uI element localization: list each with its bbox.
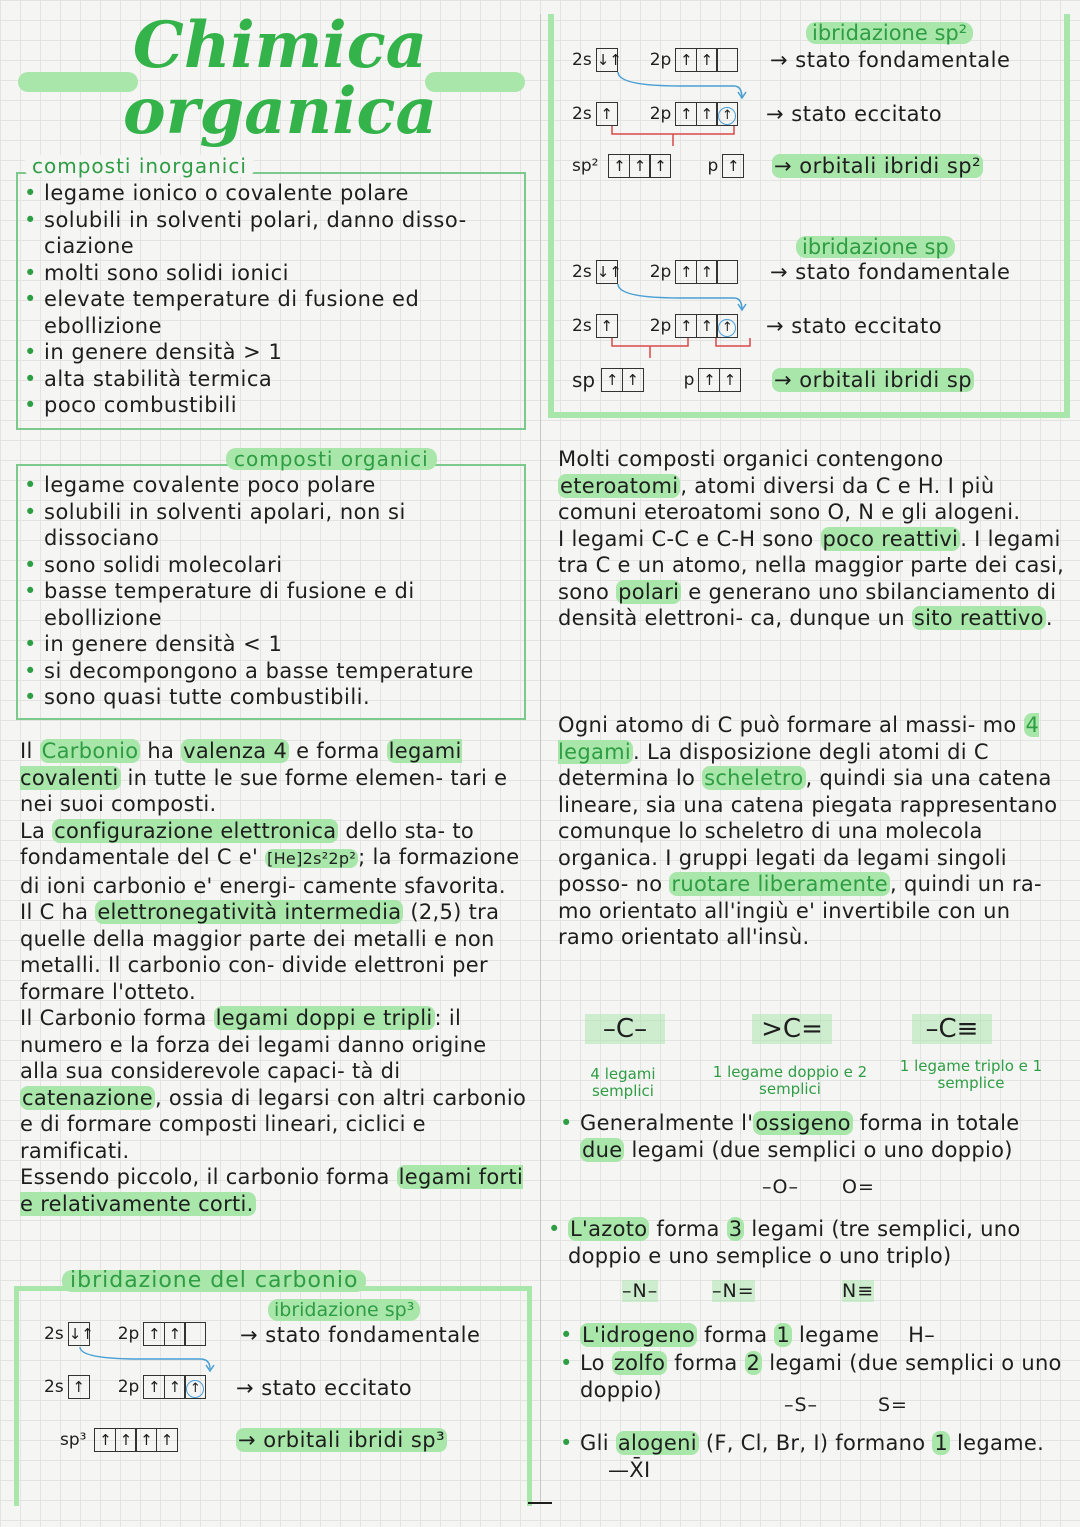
list-item: • elevate temperature di fusione ed ebollizione (44, 286, 524, 339)
sp-excited-row: 2s ↑ 2p ↑ ↑ ↑ (572, 314, 738, 338)
hl-4-legami: 4 legami (558, 713, 1040, 764)
orbital-box: ↑ (143, 1375, 165, 1399)
orbital-box: ↑ (722, 154, 744, 178)
orbital-box: ↑ (601, 368, 623, 392)
sulfur-formula-double: S= (878, 1394, 908, 1416)
list-item: • basse temperature di fusione e di ebollizione (44, 578, 524, 631)
orbital-box: ↑ (596, 102, 618, 126)
orbital-box: ↑ (649, 154, 671, 178)
orbital-box-promoted: ↑ (716, 314, 738, 338)
orbital-box: ↑ (675, 102, 697, 126)
hl-legami-forti: legami forti e relativamente corti. (20, 1165, 524, 1216)
inorganic-heading: composti inorganici (24, 155, 255, 177)
orbital-box (716, 260, 738, 284)
inorganic-box (16, 172, 526, 430)
hl-zolfo: zolfo (613, 1351, 666, 1375)
oxygen-formula-single: –O– (762, 1176, 799, 1198)
sp2-promotion-arrow (600, 70, 760, 100)
sulfur-formula-single: –S– (784, 1394, 819, 1416)
organic-list (18, 472, 524, 711)
list-item: • alta stabilità termica (44, 366, 524, 393)
orbital-box: ↑ (608, 154, 630, 178)
list-item: • solubili in solventi apolari, non si dissociano (44, 499, 524, 552)
structure-triple-caption: 1 legame triplo e 1 semplice (899, 1057, 1043, 1092)
orbital-box: ↑ (156, 1428, 178, 1452)
list-item: • poco combustibili (44, 392, 524, 419)
sp-ground-label: → stato fondamentale (770, 260, 1011, 284)
hybrid-heading: ibridazione del carbonio (62, 1270, 366, 1292)
structure-triple: –C≡ (912, 1014, 992, 1044)
orbital-box: ↑ (675, 48, 697, 72)
list-item: • in genere densità > 1 (44, 339, 524, 366)
sp3-hybrid-row: sp³ ↑ ↑ ↑ ↑ (60, 1428, 178, 1452)
orbital-box: ↑ (68, 1375, 90, 1399)
hl-legami-covalenti: legami covalenti (20, 739, 462, 790)
orbital-box: ↑ (696, 48, 718, 72)
carbon-paragraph: Il Carbonio ha valenza 4 e forma legami covalenti in tutte le sue forme elemen- tari e nei suoi composti. La configurazione elettronica dello sta- to fondamentale del C e' [He]2s²2p²; la formazione di ioni carbonio e' energi- camente sfavorita. Il C ha elettronegatività intermedia (2,5) tra quelle della maggior parte dei metalli e non metalli. Il carbonio con- divide elettroni per formare l'otteto. Il Carbonio forma legami doppi e tripli: il numero e la forza dei legami danno origine alla sua considerevole capaci- tà di catenazione, ossia di legarsi con altri carbonio e di formare composti lineari, ciclici e ramificati. Essendo piccolo, il carbonio forma legami forti e relativamente corti. (20, 739, 527, 1216)
orbital-box: ↑ (622, 368, 644, 392)
sp-orbitals-label: → orbitali ibridi sp (774, 368, 973, 392)
nitrogen-item: • L'azoto forma 3 legami (tre semplici, uno doppio e uno semplice o uno triplo) (548, 1217, 1021, 1268)
hl-scheletro: scheletro (704, 766, 804, 790)
sp2-orbitals-label: → orbitali ibridi sp² (774, 154, 982, 178)
bottom-mark (528, 1502, 552, 1504)
hl-polari: polari (618, 579, 680, 604)
list-item: • si decompongono a basse temperature (44, 658, 524, 685)
orbital-box: ↑ (164, 1322, 186, 1346)
hl-eteroatomi: eteroatomi (560, 473, 679, 498)
hl-alogeni: alogeni (617, 1431, 697, 1455)
oxygen-item: • Generalmente l'ossigeno forma in totale due legami (due semplici o uno doppio) (560, 1111, 1020, 1162)
list-item: • molti sono solidi ionici (44, 260, 524, 287)
orbital-box: ↑ (143, 1322, 165, 1346)
list-item: • legame ionico o covalente polare (44, 180, 524, 207)
orbital-box (716, 48, 738, 72)
sp3-promotion-arrow (60, 1345, 220, 1375)
sp2-ground-label: → stato fondamentale (770, 48, 1011, 72)
sp3-ground-label: → stato fondamentale (240, 1323, 481, 1347)
orbital-box: ↑ (675, 260, 697, 284)
hl-configurazione: configurazione elettronica (54, 818, 337, 843)
sp2-ground-row: 2s ↓↑ 2p ↑ ↑ (572, 48, 738, 72)
hl-catenazione: catenazione (22, 1085, 153, 1110)
orbital-box: ↑ (675, 314, 697, 338)
list-item: • legame covalente poco polare (44, 472, 524, 499)
orbital-box: ↑ (696, 260, 718, 284)
sp2-hybrid-row: sp² ↑ ↑ ↑ p ↑ (572, 154, 744, 178)
orbital-box: ↓↑ (596, 260, 618, 284)
orbital-box-promoted: ↑ (184, 1375, 206, 1399)
orbital-box: ↑ (135, 1428, 157, 1452)
hl-poco-reattivi: poco reattivi (822, 526, 959, 551)
structure-double: >C= (752, 1014, 832, 1044)
organic-heading: composti organici (226, 448, 437, 470)
list-item: • sono quasi tutte combustibili. (44, 684, 524, 711)
nitrogen-formula-double: –N= (712, 1280, 755, 1302)
orbital-box: ↑ (164, 1375, 186, 1399)
orbital-box: ↑ (596, 314, 618, 338)
structure-single-caption: 4 legami semplici (590, 1065, 656, 1100)
hl-ossigeno: ossigeno (755, 1111, 851, 1135)
sp3-excited-label: → stato eccitato (236, 1376, 413, 1400)
sulfur-item: • Lo zolfo forma 2 legami (due semplici o uno doppio) (560, 1351, 1062, 1402)
hydrogen-formula: H– (908, 1323, 936, 1347)
sp2-excited-label: → stato eccitato (766, 102, 943, 126)
column-divider (540, 14, 541, 1504)
orbital-box: ↑ (94, 1428, 116, 1452)
hl-carbonio: Carbonio (41, 739, 139, 763)
page-title-line2: organica (123, 74, 437, 149)
structure-double-caption: 1 legame doppio e 2 semplici (712, 1063, 868, 1098)
hetero-paragraph: Molti composti organici contengono eteroatomi, atomi diversi da C e H. I più comuni eteroatomi sono O, N e gli alogeni. I legami C-C e C-H sono poco reattivi. I legami tra C e un atomo, nella maggior parte dei casi, sono polari e generano uno sbilanciamento di densità elettroni- ca, dunque un sito reattivo. (558, 447, 1065, 630)
halogen-formula: —X̄I (608, 1457, 651, 1482)
list-item: • in genere densità < 1 (44, 631, 524, 658)
nitrogen-formula-single: –N– (622, 1280, 659, 1302)
orbital-box: ↑ (115, 1428, 137, 1452)
hl-azoto: L'azoto (570, 1217, 648, 1241)
sp-promotion-arrow (600, 282, 760, 312)
skeleton-paragraph: Ogni atomo di C può formare al massi- mo 4 legami. La disposizione degli atomi di C determina lo scheletro, quindi sia una catena lineare, sia una catena piegata rappresentano comunque lo scheletro di una molecola organica. I gruppi legati da legami singoli posso- no ruotare liberamente, quindi un ra- mo orientato all'ingiù e' invertibile con un ramo orientato all'insù. (558, 713, 1058, 949)
orbital-box: ↑ (698, 368, 720, 392)
orbital-box: ↑ (719, 368, 741, 392)
hl-sito-reattivo: sito reattivo (913, 606, 1044, 630)
orbital-box: ↓↑ (68, 1322, 90, 1346)
orbital-box: ↓↑ (596, 48, 618, 72)
orbital-box: ↑ (629, 154, 651, 178)
structure-single: –C– (585, 1014, 665, 1044)
list-item: • sono solidi molecolari (44, 552, 524, 579)
list-item: • solubili in solventi polari, danno disso- ciazione (44, 207, 524, 260)
hl-ruotare: ruotare liberamente (671, 872, 889, 896)
sp-excited-label: → stato eccitato (766, 314, 943, 338)
sp3-title: ibridazione sp³ (268, 1299, 420, 1321)
sp-ground-row: 2s ↓↑ 2p ↑ ↑ (572, 260, 738, 284)
organic-box (16, 464, 526, 720)
orbital-box: ↑ (696, 314, 718, 338)
sp-title: ibridazione sp (796, 236, 955, 258)
hl-due: due (582, 1137, 623, 1162)
hydrogen-item: • L'idrogeno forma 1 legame H– (560, 1323, 936, 1347)
page-title-line1: Chimica (132, 8, 428, 83)
oxygen-formula-double: O= (842, 1176, 875, 1198)
hl-valenza: valenza 4 (183, 739, 288, 763)
sp2-title: ibridazione sp² (806, 22, 973, 44)
hl-due-s: 2 (746, 1351, 761, 1375)
sp-hybrid-row: sp ↑ ↑ p ↑ ↑ (572, 368, 741, 392)
sp2-bracket (608, 124, 748, 152)
sp3-excited-row: 2s ↑ 2p ↑ ↑ ↑ (44, 1375, 206, 1399)
hl-elettronegativita: elettronegatività intermedia (97, 900, 402, 924)
sp3-orbitals-label: → orbitali ibridi sp³ (238, 1428, 446, 1452)
hl-he-config: [He]2s²2p² (267, 849, 357, 868)
sp3-ground-row: 2s ↓↑ 2p ↑ ↑ (44, 1322, 206, 1346)
sp-bracket (608, 336, 758, 364)
halogen-item: • Gli alogeni (F, Cl, Br, I) formano 1 legame. —X̄I (560, 1431, 1045, 1482)
orbital-box: ↑ (696, 102, 718, 126)
hl-legami-doppi: legami doppi e tripli (215, 1006, 433, 1030)
orbital-box-promoted: ↑ (716, 102, 738, 126)
hl-uno: 1 (776, 1323, 791, 1347)
nitrogen-formula-triple: N≡ (842, 1280, 875, 1302)
hl-uno-x: 1 (934, 1431, 949, 1455)
inorganic-list (18, 180, 524, 419)
orbital-box (184, 1322, 206, 1346)
sp2-excited-row: 2s ↑ 2p ↑ ↑ ↑ (572, 102, 738, 126)
hl-tre: 3 (728, 1217, 743, 1241)
hl-idrogeno: L'idrogeno (582, 1323, 696, 1347)
